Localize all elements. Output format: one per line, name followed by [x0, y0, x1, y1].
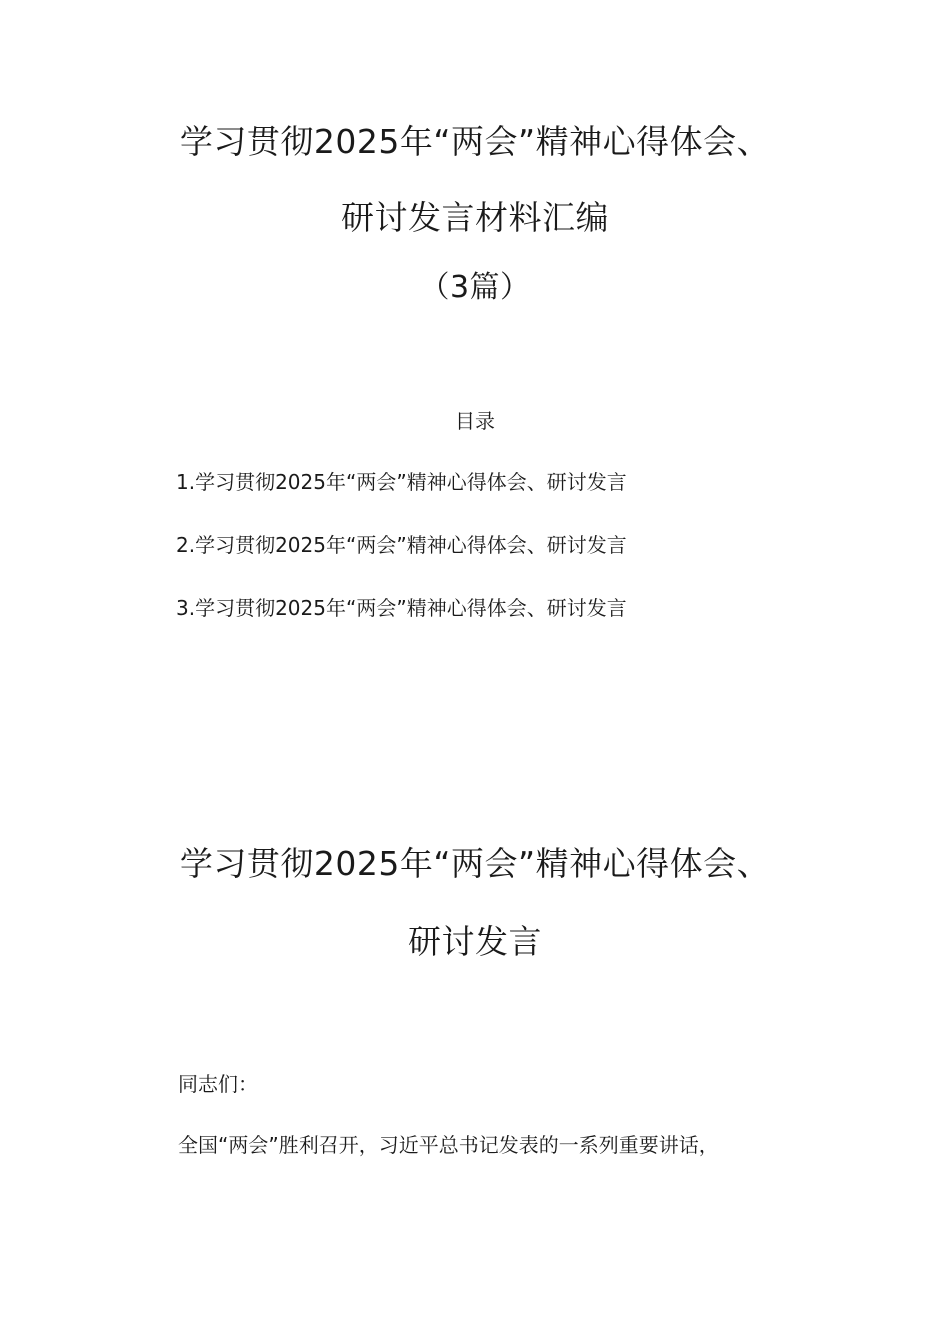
cover-title-count: （3篇） — [419, 270, 531, 305]
section-title-line-1: 学习贯彻2025年“两会”精神心得体会、 — [179, 844, 771, 883]
cover-title-line-1: 学习贯彻2025年“两会”精神心得体会、 — [179, 122, 771, 161]
toc-heading: 目录 — [455, 409, 495, 433]
body-paragraph: 全国“两会”胜利召开，习近平总书记发表的一系列重要讲话， — [178, 1133, 719, 1157]
toc-item-1[interactable]: 1.学习贯彻2025年“两会”精神心得体会、研讨发言 — [176, 470, 627, 494]
cover-title-line-2: 研讨发言材料汇编 — [341, 198, 609, 237]
section-title-line-2: 研讨发言 — [408, 922, 542, 961]
toc-item-3[interactable]: 3.学习贯彻2025年“两会”精神心得体会、研讨发言 — [176, 596, 627, 620]
salutation: 同志们： — [178, 1072, 258, 1096]
table-of-contents — [176, 468, 627, 657]
toc-item-2[interactable]: 2.学习贯彻2025年“两会”精神心得体会、研讨发言 — [176, 533, 627, 557]
